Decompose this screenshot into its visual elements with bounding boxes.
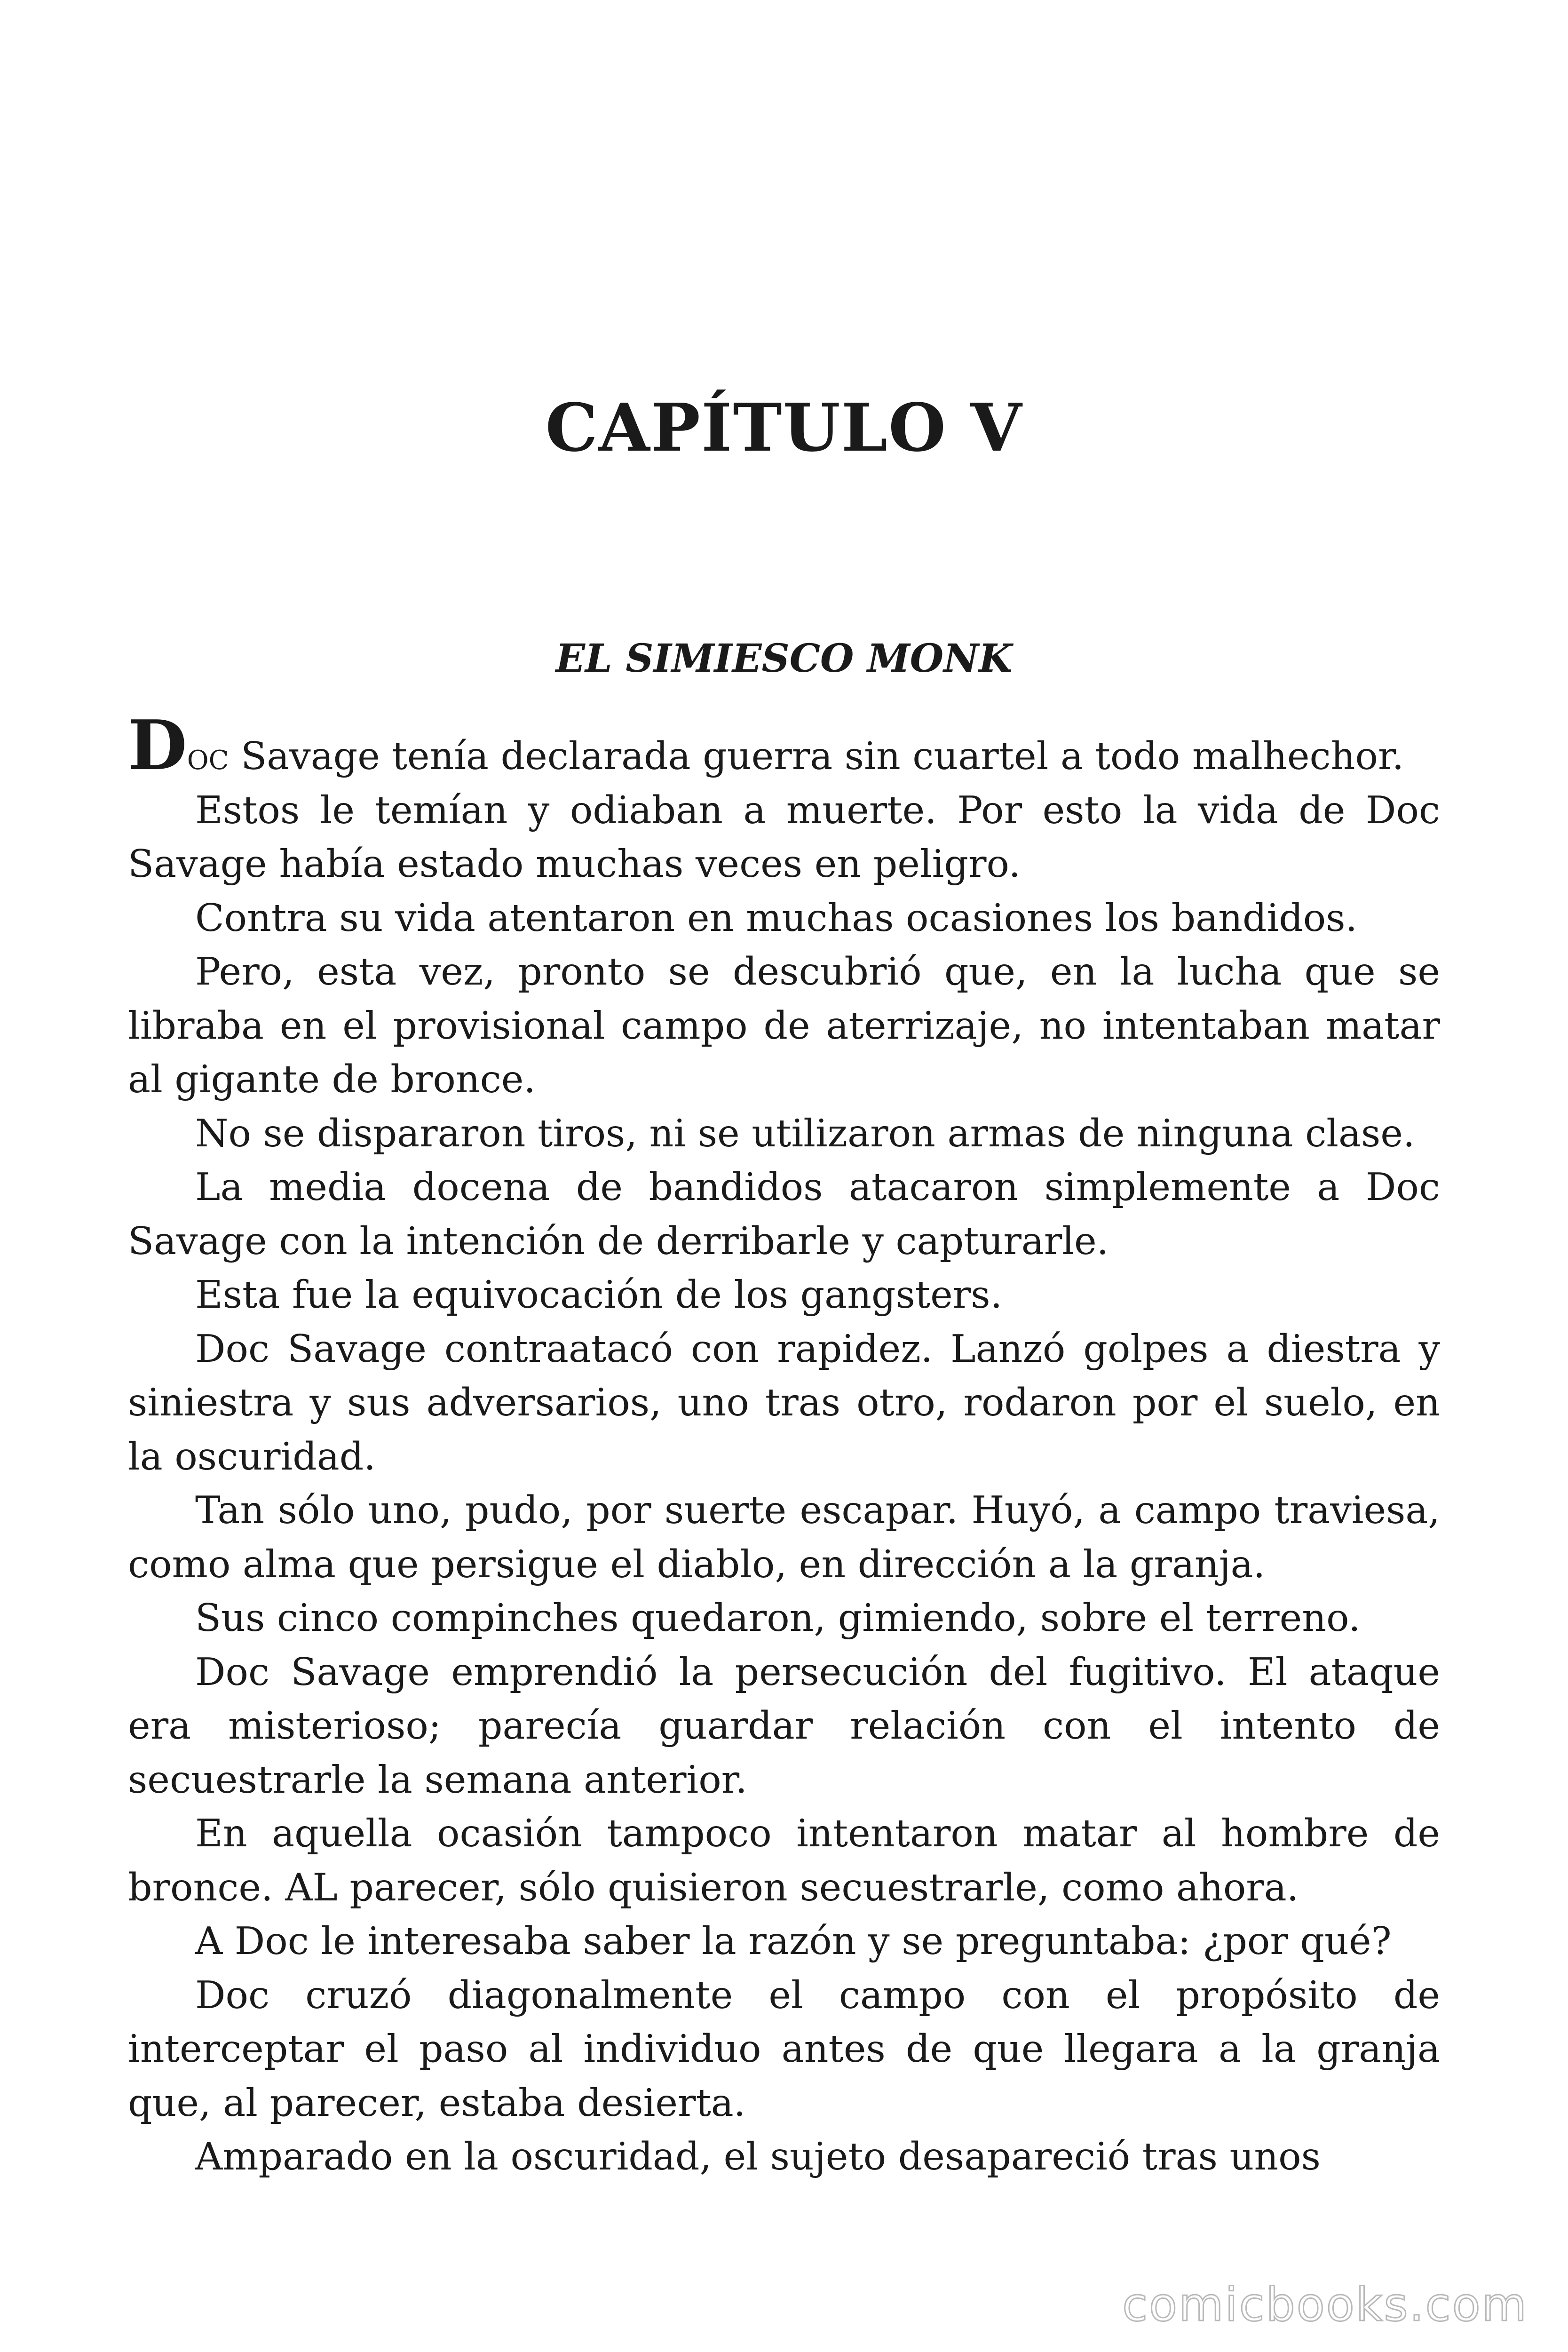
paragraph: A Doc le interesaba saber la razón y se preguntaba: ¿por qué? [195, 1919, 1392, 1963]
paragraph: Contra su vida atentaron en muchas ocasiones los bandidos. [195, 895, 1358, 940]
paragraph: Pero, esta vez, pronto se descubrió que, en la lucha que se libraba en el provisional campo de aterrizaje, no intentaban matar al gigante de bronce. [128, 949, 1440, 1101]
paragraph: Esta fue la equivocación de los gangsters. [195, 1272, 1003, 1317]
paragraph: La media docena de bandidos atacaron simplemente a Doc Savage con la intención de derribarle y capturarle. [128, 1165, 1440, 1263]
paragraph: Tan sólo uno, pudo, por suerte escapar. Huyó, a campo traviesa, como alma que persigue el diablo, en dirección a la granja. [128, 1488, 1440, 1586]
paragraph: Doc Savage emprendió la persecución del fugitivo. El ataque era misterioso; parecía guardar relación con el intento de secuestrarle la semana anterior. [128, 1649, 1440, 1802]
paragraph: Amparado en la oscuridad, el sujeto desapareció tras unos [195, 2134, 1321, 2178]
drop-cap: D [128, 706, 187, 786]
paragraph: Sus cinco compinches quedaron, gimiendo, sobre el terreno. [195, 1596, 1361, 1640]
body-text [128, 706, 1440, 2184]
watermark: comicbooks.com [1122, 2278, 1528, 2332]
paragraph: Estos le temían y odiaban a muerte. Por esto la vida de Doc Savage había estado muchas veces en peligro. [128, 787, 1440, 886]
chapter-subtitle: EL SIMIESCO MONK [555, 636, 1013, 681]
first-paragraph-text: Savage tenía declarada guerra sin cuartel a todo malhechor. [229, 734, 1404, 778]
paragraph: Doc Savage contraatacó con rapidez. Lanzó golpes a diestra y siniestra y sus adversarios, uno tras otro, rodaron por el suelo, en la oscuridad. [128, 1326, 1440, 1478]
first-paragraph [128, 706, 1440, 786]
paragraph: Doc cruzó diagonalmente el campo con el propósito de interceptar el paso al individuo antes de que llegara a la granja que, al parecer, estaba desierta. [128, 1972, 1440, 2125]
small-caps-word: oc [187, 734, 229, 778]
paragraph: En aquella ocasión tampoco intentaron matar al hombre de bronce. AL parecer, sólo quisieron secuestrarle, como ahora. [128, 1811, 1440, 1909]
chapter-title: CAPÍTULO V [545, 389, 1023, 467]
paragraph: No se dispararon tiros, ni se utilizaron armas de ninguna clase. [195, 1111, 1415, 1155]
